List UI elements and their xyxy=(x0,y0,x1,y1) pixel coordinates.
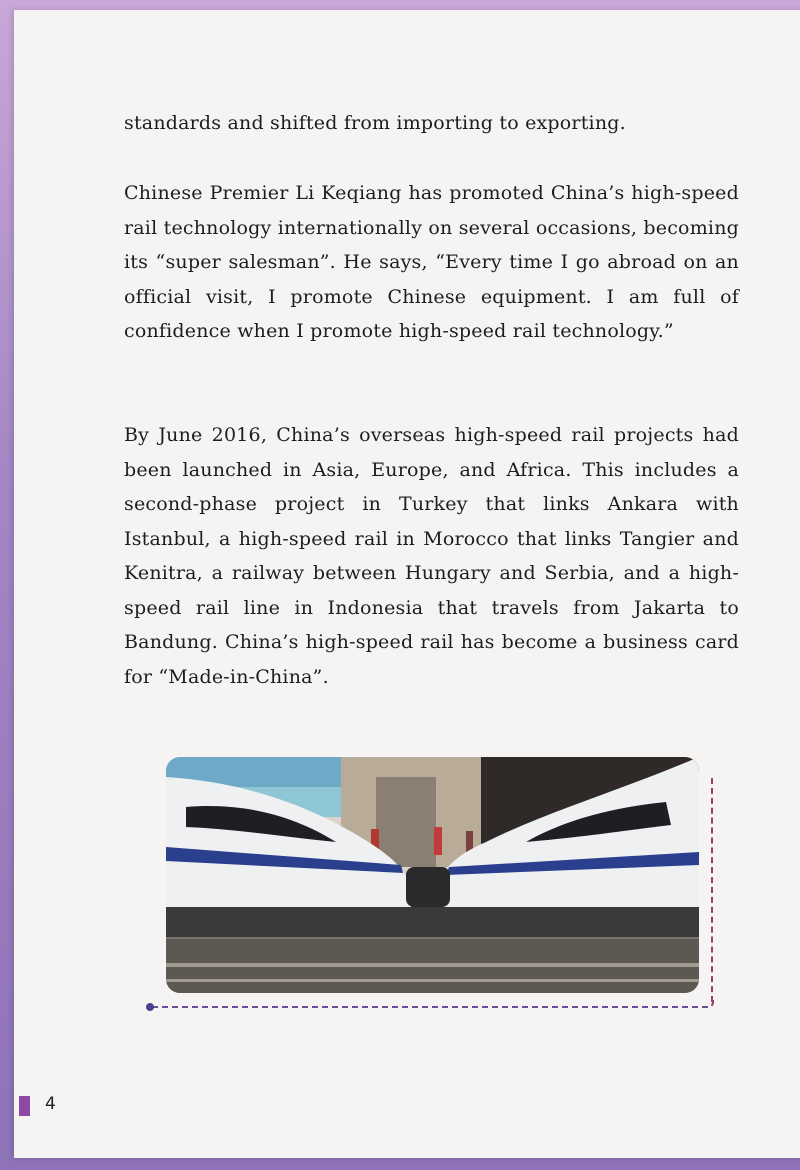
decorative-dashed-line-bottom xyxy=(152,1006,708,1008)
page-number: 4 xyxy=(45,1094,56,1114)
decorative-dot xyxy=(146,1003,154,1011)
paragraph-2: Chinese Premier Li Keqiang has promoted China’s high-speed rail technology internationally on several occasions, becoming its “super salesman”. He says, “Every time I go abroad on an official visit, I promote Chinese equipment. I am full of confidence when I promote high-speed rail technology.” xyxy=(124,182,739,342)
page-marker-block xyxy=(19,1096,30,1116)
decorative-dashed-line-right xyxy=(711,778,713,1002)
train-illustration xyxy=(166,757,699,993)
paragraph-1: standards and shifted from importing to exporting. xyxy=(124,112,626,134)
train-photo xyxy=(166,757,699,993)
paragraph-3: By June 2016, China’s overseas high-speed rail projects had been launched in Asia, Europe, and Africa. This includes a second-phase project in Turkey that links Ankara with Istanbul, a high-speed rail in Morocco that links Tangier and Kenitra, a railway between Hungary and Serbia, and a high-speed rail line in Indonesia that travels from Jakarta to Bandung. China’s high-speed rail has become a business card for “Made-in-China”. xyxy=(124,424,739,688)
